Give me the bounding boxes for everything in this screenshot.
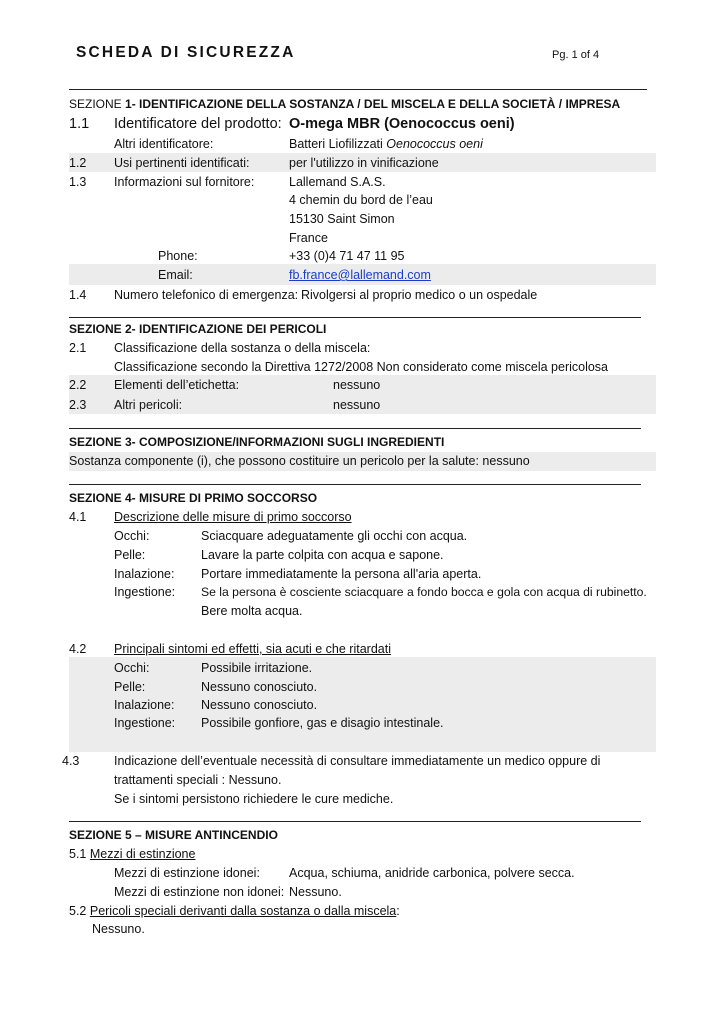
phone-value: +33 (0)4 71 47 11 95 (289, 249, 405, 263)
first-aid-value-continued: Bere molta acqua. (201, 604, 303, 618)
item-2-3-value: nessuno (333, 398, 381, 412)
section-divider (69, 317, 641, 318)
suitable-media-value: Acqua, schiuma, anidride carbonica, polvere secca. (289, 866, 575, 880)
item-4-1-title: Descrizione delle misure di primo soccorso (114, 510, 352, 524)
page-number: Pg. 1 of 4 (552, 49, 600, 61)
item-4-3-text: Se i sintomi persistono richiedere le cure mediche. (114, 792, 394, 806)
supplier-city: 15130 Saint Simon (289, 212, 395, 226)
suitable-media-label: Mezzi di estinzione idonei: (114, 866, 260, 880)
section-2-heading: SEZIONE 2- IDENTIFICAZIONE DEI PERICOLI (69, 322, 327, 336)
alt-identifier-label: Altri identificatore: (114, 137, 214, 151)
unsuitable-media-label: Mezzi di estinzione non idonei: (114, 885, 285, 899)
item-5-2-number: 5.2 (69, 904, 90, 918)
unsuitable-media-value: Nessuno. (289, 885, 342, 899)
alt-identifier-species: Oenococcus oeni (386, 137, 483, 151)
item-5-2-colon: : (396, 904, 400, 918)
section-1-heading-prefix: SEZIONE (69, 97, 126, 111)
first-aid-key: Ingestione: (114, 585, 176, 599)
item-1-4-label: Numero telefonico di emergenza: (114, 288, 299, 302)
item-1-1-number: 1.1 (69, 116, 90, 132)
first-aid-value: Lavare la parte colpita con acqua e sapone. (201, 548, 444, 562)
symptom-value: Possibile gonfiore, gas e disagio intestinale. (201, 716, 444, 730)
document-title: SCHEDA DI SICUREZZA (76, 44, 296, 61)
item-1-2-number: 1.2 (69, 156, 87, 170)
item-5-2-title: Pericoli speciali derivanti dalla sostanza o dalla miscela (89, 904, 397, 918)
symptom-key: Occhi: (114, 661, 150, 675)
header-divider (69, 89, 647, 90)
section-divider (69, 428, 641, 429)
item-4-2-title: Principali sintomi ed effetti, sia acuti e che ritardati (114, 642, 391, 656)
first-aid-value: Portare immediatamente la persona all'aria aperta. (201, 567, 482, 581)
product-name: O-mega MBR (Oenococcus oeni) (289, 116, 515, 132)
item-1-3-label: Informazioni sul fornitore: (114, 175, 255, 189)
first-aid-key: Pelle: (114, 548, 146, 562)
item-2-2-label: Elementi dell’etichetta: (114, 378, 240, 392)
item-1-4-value: Rivolgersi al proprio medico o un ospedale (301, 288, 538, 302)
section-4-heading: SEZIONE 4- MISURE DI PRIMO SOCCORSO (69, 491, 318, 505)
item-4-3-text: trattamenti speciali : Nessuno. (114, 773, 282, 787)
supplier-country: France (289, 231, 328, 245)
item-5-2-value: Nessuno. (92, 922, 145, 936)
item-5-1 (69, 847, 195, 861)
email-label: Email: (158, 268, 193, 282)
symptom-value: Nessuno conosciuto. (201, 698, 318, 712)
item-2-2-value: nessuno (333, 378, 381, 392)
symptom-value: Possibile irritazione. (201, 661, 313, 675)
email-link[interactable]: fb.france@lallemand.com (289, 268, 431, 282)
alt-identifier-value (289, 137, 483, 151)
item-2-1-classification: Classificazione secondo la Direttiva 1272/2008 Non considerato come miscela pericolosa (114, 360, 609, 374)
item-2-1-number: 2.1 (69, 341, 87, 355)
item-1-2-label: Usi pertinenti identificati: (114, 156, 250, 170)
first-aid-value: Se la persona è cosciente sciacquare a fondo bocca e gola con acqua di rubinetto. (201, 585, 647, 599)
section-3-text: Sostanza componente (i), che possono costituire un pericolo per la salute: nessuno (69, 454, 530, 468)
symptom-key: Inalazione: (114, 698, 175, 712)
first-aid-key: Inalazione: (114, 567, 175, 581)
section-divider (69, 821, 641, 822)
item-1-3-number: 1.3 (69, 175, 87, 189)
first-aid-key: Occhi: (114, 529, 150, 543)
symptom-key: Ingestione: (114, 716, 176, 730)
item-5-1-number: 5.1 (69, 847, 90, 861)
alt-identifier-text: Batteri Liofilizzati (289, 137, 387, 151)
section-1-heading (69, 97, 620, 111)
item-4-2-number: 4.2 (69, 642, 87, 656)
phone-label: Phone: (158, 249, 198, 263)
item-2-3-label: Altri pericoli: (114, 398, 183, 412)
item-2-1-label: Classificazione della sostanza o della miscela: (114, 341, 371, 355)
item-1-4-number: 1.4 (69, 288, 87, 302)
item-4-3-number: 4.3 (62, 754, 80, 768)
item-5-2 (69, 904, 400, 918)
item-4-3-text: Indicazione dell’eventuale necessità di consultare immediatamente un medico oppure di (114, 754, 601, 768)
section-1-heading-text: 1- IDENTIFICAZIONE DELLA SOSTANZA / DEL MISCELA E DELLA SOCIETÀ / IMPRESA (125, 97, 621, 111)
supplier-street: 4 chemin du bord de l’eau (289, 193, 433, 207)
item-2-2-number: 2.2 (69, 378, 87, 392)
supplier-name: Lallemand S.A.S. (289, 175, 386, 189)
symptom-value: Nessuno conosciuto. (201, 680, 318, 694)
section-3-heading: SEZIONE 3- COMPOSIZIONE/INFORMAZIONI SUGLI INGREDIENTI (69, 435, 445, 449)
symptom-key: Pelle: (114, 680, 146, 694)
first-aid-value: Sciacquare adeguatamente gli occhi con acqua. (201, 529, 468, 543)
section-divider (69, 484, 641, 485)
item-2-3-number: 2.3 (69, 398, 87, 412)
item-1-1-label: Identificatore del prodotto: (114, 116, 282, 132)
section-5-heading: SEZIONE 5 – MISURE ANTINCENDIO (69, 828, 278, 842)
item-5-1-title: Mezzi di estinzione (89, 847, 196, 861)
item-4-1-number: 4.1 (69, 510, 87, 524)
item-1-2-value: per l'utilizzo in vinificazione (289, 156, 439, 170)
